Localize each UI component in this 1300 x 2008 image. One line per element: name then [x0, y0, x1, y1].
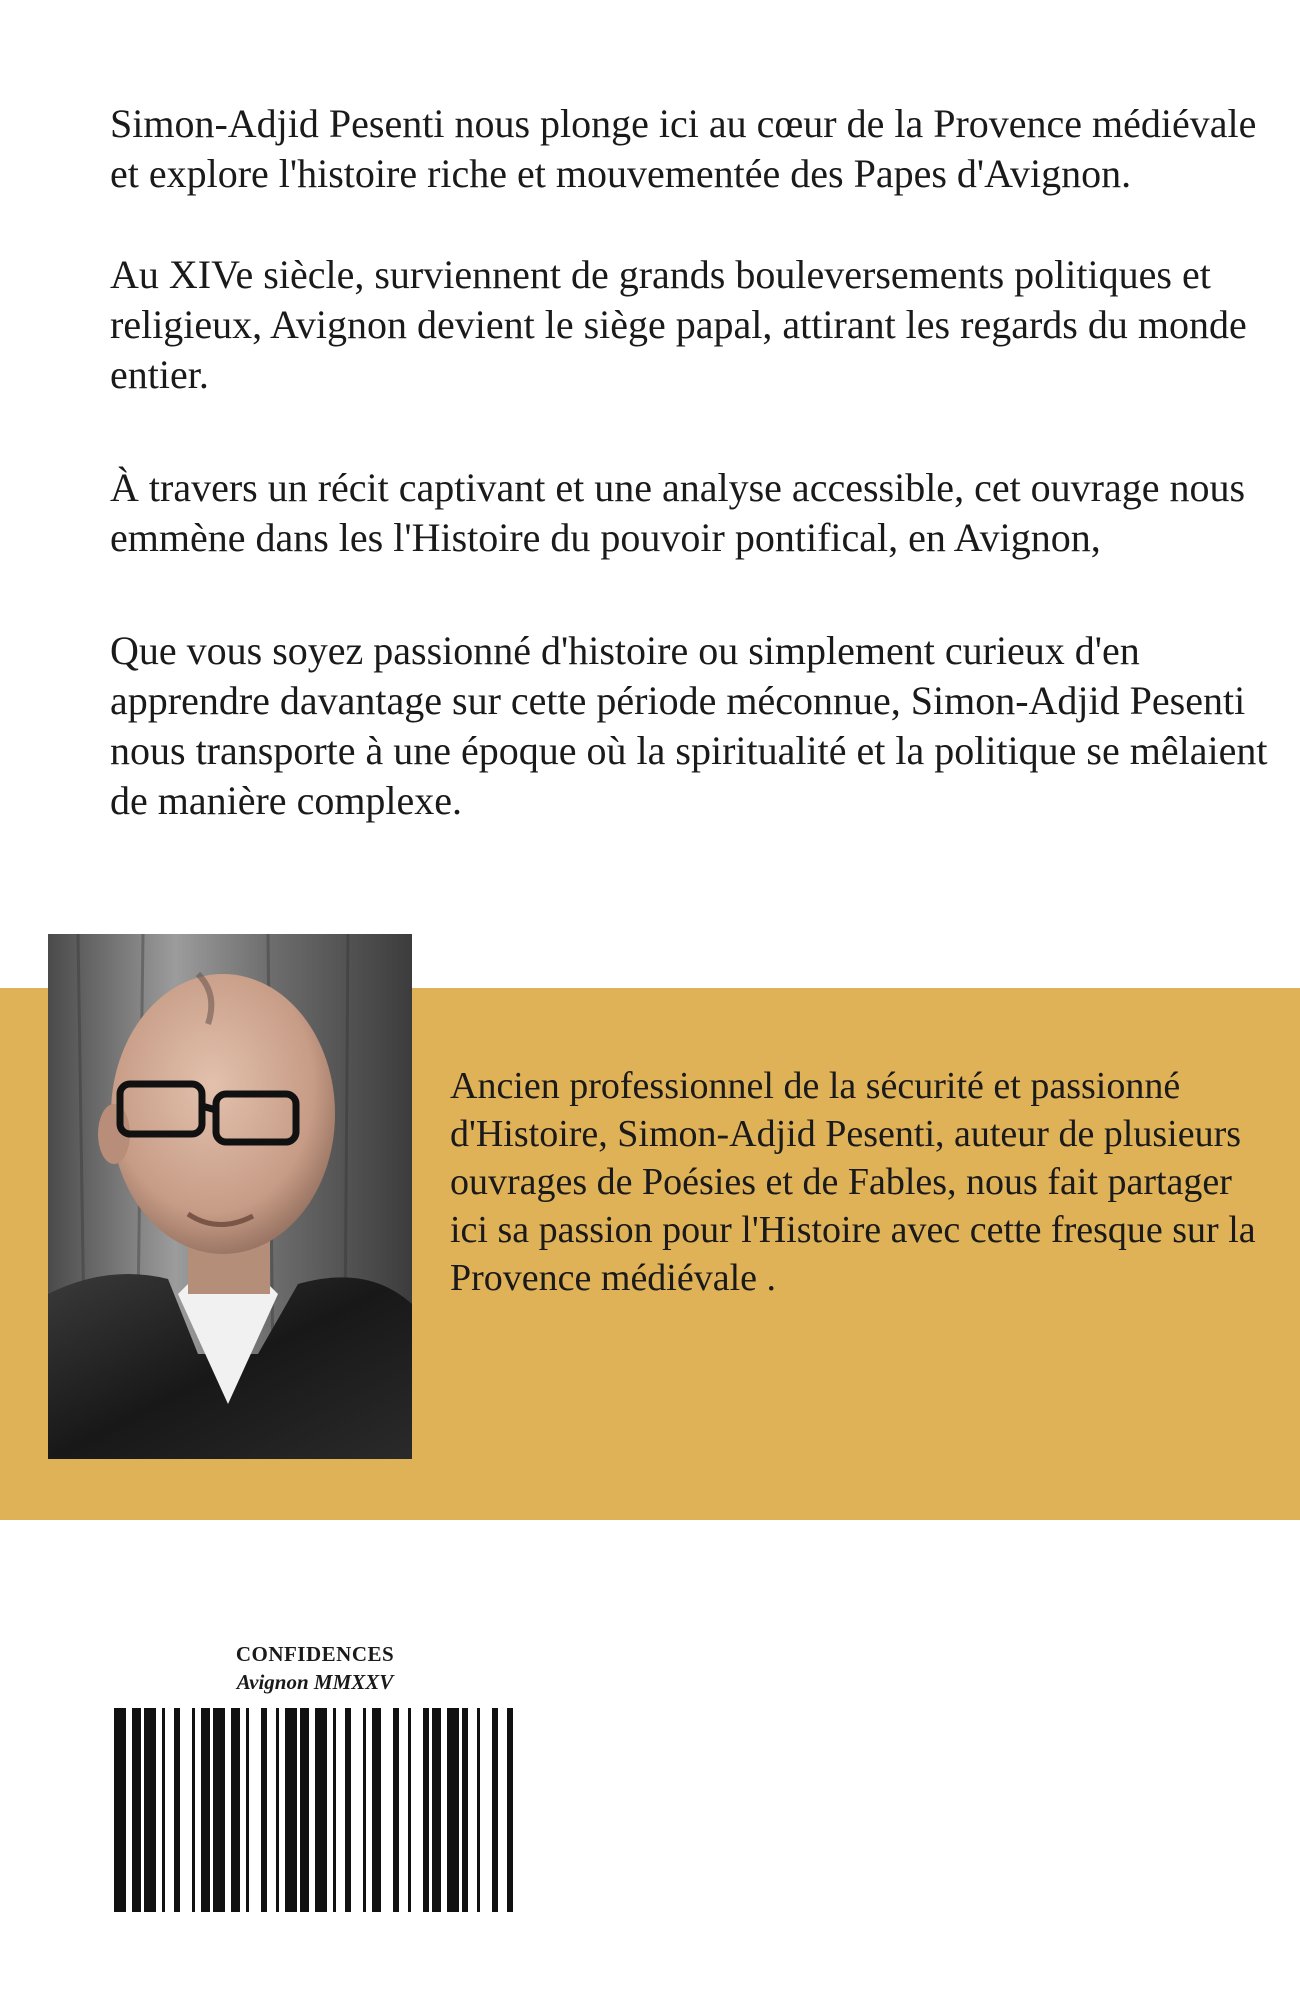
barcode-bar [363, 1708, 366, 1912]
barcode-bar [477, 1708, 480, 1912]
barcode-bar [261, 1708, 267, 1912]
barcode-bar [423, 1708, 429, 1912]
barcode-bar [201, 1708, 210, 1912]
barcode-bar [276, 1708, 279, 1912]
blurb-paragraph-4: Que vous soyez passionné d'histoire ou simplement curieux d'en apprendre davantage sur cette période méconnue, Simon-Adjid Pesenti nous transporte à une époque où la spiritualité et la politique se mêlaient de manière complexe. [110, 628, 1268, 823]
barcode-bar [408, 1708, 411, 1912]
barcode-bar [144, 1708, 156, 1912]
barcode-bar [246, 1708, 249, 1912]
blurb-paragraph-3: À travers un récit captivant et une analyse accessible, cet ouvrage nous emmène dans les l'Histoire du pouvoir pontifical, en Avignon, [110, 465, 1246, 560]
barcode-bar [333, 1708, 336, 1912]
barcode-bar [447, 1708, 459, 1912]
barcode-bar [162, 1708, 165, 1912]
barcode-bar [462, 1708, 468, 1912]
barcode-bar [393, 1708, 399, 1912]
author-bio: Ancien professionnel de la sécurité et passionné d'Histoire, Simon-Adjid Pesenti, auteur de plusieurs ouvrages de Poésies et de Fables, nous fait partager ici sa passion pour l'Histoire avec cette fresque sur la Provence médiévale . [450, 1065, 1256, 1299]
barcode-bar [174, 1708, 180, 1912]
barcode-bar [507, 1708, 513, 1912]
blurb-paragraph-2: Au XIVe siècle, surviennent de grands bouleversements politiques et religieux, Avignon devient le siège papal, attirant les regards du monde entier. [110, 252, 1247, 397]
barcode-bar [231, 1708, 240, 1912]
barcode-bar [213, 1708, 225, 1912]
barcode-bar [372, 1708, 381, 1912]
barcode-bar [492, 1708, 498, 1912]
barcode-bar [114, 1708, 126, 1912]
barcode-bar [432, 1708, 441, 1912]
barcode-bar [300, 1708, 309, 1912]
blurb-paragraph-1: Simon-Adjid Pesenti nous plonge ici au cœur de la Provence médiévale et explore l'histoire riche et mouvementée des Papes d'Avignon. [110, 101, 1257, 196]
publisher-name: CONFIDENCES [235, 1642, 395, 1666]
barcode-bar [192, 1708, 195, 1912]
barcode-bar [315, 1708, 327, 1912]
author-photo [48, 934, 412, 1459]
barcode-bar [345, 1708, 351, 1912]
barcode [114, 1708, 516, 1912]
barcode-bar [132, 1708, 141, 1912]
publisher-place: Avignon MMXXV [236, 1670, 394, 1694]
barcode-bar [285, 1708, 297, 1912]
